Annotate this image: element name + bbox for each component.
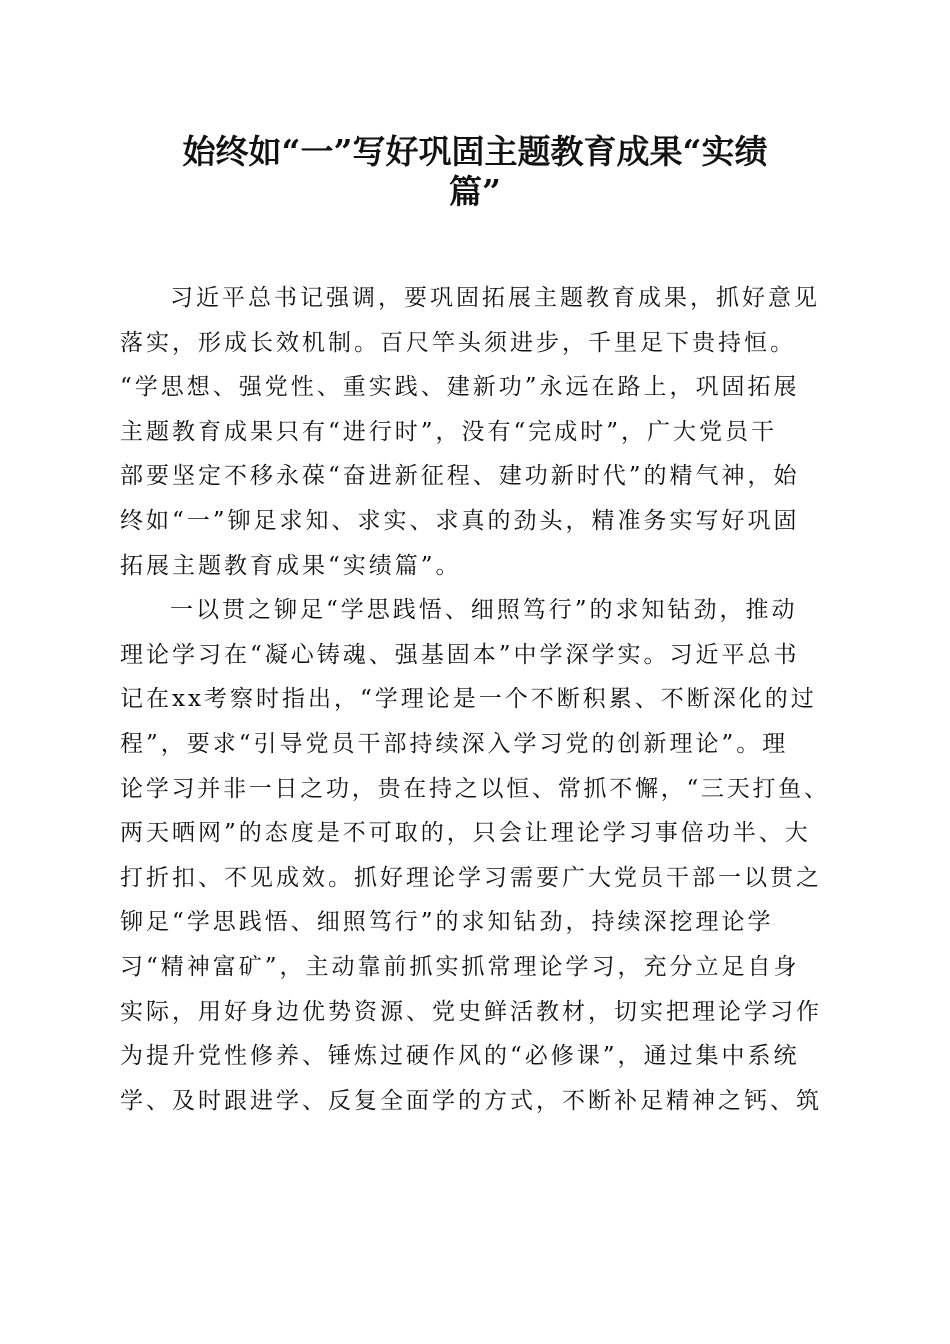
paragraph-2 xyxy=(120,588,836,1123)
document-title xyxy=(100,132,850,212)
paragraph-line: 一以贯之铆足“学思践悟、细照笃行”的求知钻劲，推动 xyxy=(170,597,798,624)
paragraph-line: 论学习并非一日之功，贵在持之以恒、常抓不懈，“三天打鱼、 xyxy=(120,775,830,802)
title-line-1: 始终如“一”写好巩固主题教育成果“实绩 xyxy=(182,132,768,171)
paragraph-line: 落实，形成长效机制。百尺竿头须进步，千里足下贵持恒。 xyxy=(120,329,796,356)
paragraph-line: 拓展主题教育成果“实绩篇”。 xyxy=(120,552,462,579)
paragraph-line: 理论学习在“凝心铸魂、强基固本”中学深学实。习近平总书 xyxy=(120,641,800,668)
paragraph-line: 部要坚定不移永葆“奋进新征程、建功新时代”的精气神，始 xyxy=(120,463,800,490)
paragraph-line: 程”，要求“引导党员干部持续深入学习党的创新理论”。理 xyxy=(120,730,789,757)
paragraph-line: 为提升党性修养、锤炼过硬作风的“必修课”，通过集中系统 xyxy=(120,1043,800,1070)
document-body xyxy=(120,276,836,1123)
paragraph-line: 打折扣、不见成效。抓好理论学习需要广大党员干部一以贯之 xyxy=(120,864,822,891)
title-line-2: 篇” xyxy=(449,172,501,211)
paragraph-line: 习近平总书记强调，要巩固拓展主题教育成果，抓好意见 xyxy=(170,285,820,311)
paragraph-1 xyxy=(120,276,836,588)
paragraph-line: 终如“一”铆足求知、求实、求真的劲头，精准务实写好巩固 xyxy=(120,507,800,534)
paragraph-line: 学、及时跟进学、反复全面学的方式，不断补足精神之钙、筑 xyxy=(120,1087,822,1114)
paragraph-line: 习“精神富矿”，主动靠前抓实抓常理论学习，充分立足自身 xyxy=(120,953,800,980)
paragraph-line: “学思想、强党性、重实践、建新功”永远在路上，巩固拓展 xyxy=(120,374,800,401)
paragraph-line: 铆足“学思践悟、细照笃行”的求知钻劲，持续深挖理论学 xyxy=(120,909,774,936)
paragraph-line: 实际，用好身边优势资源、党史鲜活教材，切实把理论学习作 xyxy=(120,998,822,1025)
paragraph-line: 两天晒网”的态度是不可取的，只会让理论学习事倍功半、大 xyxy=(120,820,811,847)
paragraph-line: 主题教育成果只有“进行时”，没有“完成时”，广大党员干 xyxy=(120,418,778,445)
paragraph-line: 记在xx考察时指出，“学理论是一个不断积累、不断深化的过 xyxy=(120,686,817,713)
